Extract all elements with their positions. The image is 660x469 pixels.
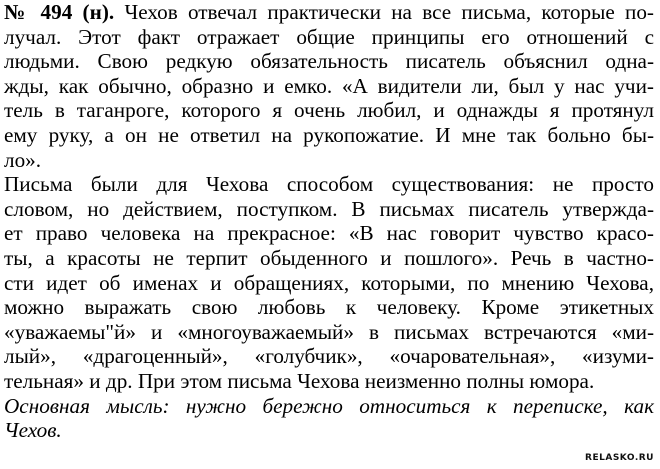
text-line: сти идет об именах и обращениях, которыми, по мнению Чехова,	[4, 270, 654, 295]
text-line: ты, а красоты не терпит обыденного и пошлого». Речь в частно-	[4, 245, 654, 270]
watermark: RELASKO.RU	[585, 453, 654, 463]
paragraph-2	[4, 172, 654, 393]
text-line: лый», «драгоценный», «голубчик», «очаровательная», «изуми-	[4, 344, 654, 369]
paragraph-1	[4, 0, 654, 172]
text-line: лучал. Этот факт отражает общие принципы его отношений с	[4, 24, 654, 49]
text-line: можно выражать свою любовь к человеку. Кроме этикетных	[4, 295, 654, 320]
text-line: «уважаемы"й» и «многоуважаемый» в письмах встречаются «ми-	[4, 319, 654, 344]
main-idea	[4, 394, 654, 443]
text-line: тельная» и др. При этом письма Чехова неизменно полны юмора.	[4, 368, 595, 393]
text-line: ему руку, а он не ответил на рукопожатие. И мне так больно бы-	[4, 122, 654, 147]
exercise-text	[4, 0, 654, 443]
exercise-number: № 494 (н).	[4, 0, 115, 24]
text-line: Чехов.	[4, 418, 62, 443]
text-line: ло».	[4, 147, 42, 172]
text-line: № 494 (н). Чехов отвечал практически на все письма, которые по-	[4, 0, 654, 24]
text-line: тель в таганроге, которого я очень любил, и однажды я протянул	[4, 98, 654, 123]
text-line: людьми. Свою редкую обязательность писатель объяснил одна-	[4, 49, 654, 74]
text-line: ет право человека на прекрасное: «В нас говорит чувство красо-	[4, 221, 654, 246]
text-line: Письма были для Чехова способом существования: не просто	[4, 172, 654, 197]
text-line: словом, но действием, поступком. В письмах писатель утвержда-	[4, 196, 654, 221]
text-line: Основная мысль: нужно бережно относиться к переписке, как	[4, 393, 654, 418]
text-line: жды, как обычно, образно и емко. «А видители ли, был у нас учи-	[4, 73, 654, 98]
